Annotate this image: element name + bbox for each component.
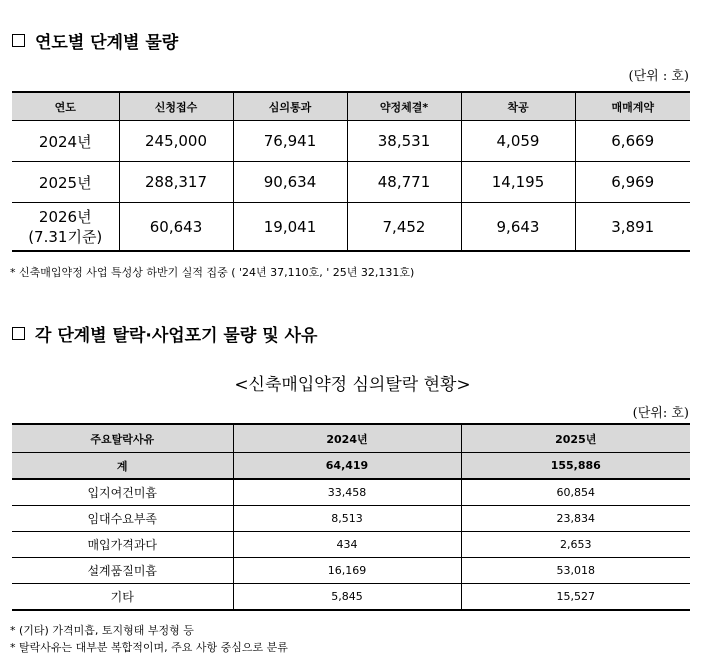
value-cell: 5,845 xyxy=(233,584,461,611)
reason-cell: 매입가격과다 xyxy=(12,532,233,558)
year-basis-text: (7.31기준) xyxy=(28,227,103,246)
header-cell: 매매계약 xyxy=(575,92,690,121)
total-row xyxy=(12,453,690,480)
value-cell: 38,531 xyxy=(347,121,461,162)
dropout-reason-table xyxy=(12,423,690,611)
header-cell: 심의통과 xyxy=(233,92,347,121)
table-row xyxy=(12,558,690,584)
footnote: * (기타) 가격미흡, 토지형태 부정형 등 xyxy=(10,624,194,637)
table-row xyxy=(12,162,690,203)
value-cell: 434 xyxy=(233,532,461,558)
value-cell: 6,969 xyxy=(575,162,690,203)
value-cell: 19,041 xyxy=(233,203,347,252)
reason-cell: 입지여건미흡 xyxy=(12,479,233,506)
header-cell: 주요탈락사유 xyxy=(12,424,233,453)
unit-label: (단위 : 호) xyxy=(628,69,689,84)
table-row xyxy=(12,584,690,611)
table-row xyxy=(12,532,690,558)
header-cell: 약정체결* xyxy=(347,92,461,121)
table-row xyxy=(12,506,690,532)
year-cell: 2024년 xyxy=(12,121,119,162)
value-cell: 288,317 xyxy=(119,162,233,203)
value-cell: 4,059 xyxy=(461,121,575,162)
value-cell: 7,452 xyxy=(347,203,461,252)
value-cell: 53,018 xyxy=(461,558,690,584)
table-header-row xyxy=(12,92,690,121)
value-cell: 23,834 xyxy=(461,506,690,532)
value-cell: 9,643 xyxy=(461,203,575,252)
value-cell: 76,941 xyxy=(233,121,347,162)
section-title-text: 연도별 단계별 물량 xyxy=(35,33,179,53)
year-cell: 2025년 xyxy=(12,162,119,203)
section-title-yearly xyxy=(12,28,178,53)
footnote: * 신축매입약정 사업 특성상 하반기 실적 집중 ( '24년 37,110호, ' 25년 32,131호) xyxy=(10,266,415,279)
table-row xyxy=(12,121,690,162)
checkbox-square-icon xyxy=(12,34,25,47)
total-2025: 155,886 xyxy=(461,453,690,480)
year-text: 2026년 xyxy=(38,207,92,226)
yearly-stage-table xyxy=(12,91,690,252)
checkbox-square-icon xyxy=(12,327,25,340)
value-cell: 60,854 xyxy=(461,479,690,506)
value-cell: 15,527 xyxy=(461,584,690,611)
value-cell: 14,195 xyxy=(461,162,575,203)
total-2024: 64,419 xyxy=(233,453,461,480)
unit-label: (단위: 호) xyxy=(632,406,689,421)
table-row xyxy=(12,479,690,506)
total-label: 계 xyxy=(12,453,233,480)
value-cell: 60,643 xyxy=(119,203,233,252)
value-cell: 8,513 xyxy=(233,506,461,532)
reason-cell: 기타 xyxy=(12,584,233,611)
table-header-row xyxy=(12,424,690,453)
value-cell: 90,634 xyxy=(233,162,347,203)
value-cell: 16,169 xyxy=(233,558,461,584)
value-cell: 2,653 xyxy=(461,532,690,558)
header-cell: 착공 xyxy=(461,92,575,121)
header-cell: 2024년 xyxy=(233,424,461,453)
section-title-dropout xyxy=(12,321,317,346)
header-cell: 신청접수 xyxy=(119,92,233,121)
value-cell: 33,458 xyxy=(233,479,461,506)
value-cell: 3,891 xyxy=(575,203,690,252)
header-cell: 2025년 xyxy=(461,424,690,453)
value-cell: 245,000 xyxy=(119,121,233,162)
value-cell: 6,669 xyxy=(575,121,690,162)
reason-cell: 임대수요부족 xyxy=(12,506,233,532)
table-row xyxy=(12,203,690,252)
value-cell: 48,771 xyxy=(347,162,461,203)
reason-cell: 설계품질미흡 xyxy=(12,558,233,584)
table-subtitle: <신축매입약정 심의탈락 현황> xyxy=(234,375,471,395)
header-cell: 연도 xyxy=(12,92,119,121)
year-cell xyxy=(12,203,119,252)
footnote: * 탈락사유는 대부분 복합적이며, 주요 사항 중심으로 분류 xyxy=(10,641,288,654)
section-title-text: 각 단계별 탈락·사업포기 물량 및 사유 xyxy=(35,326,318,346)
